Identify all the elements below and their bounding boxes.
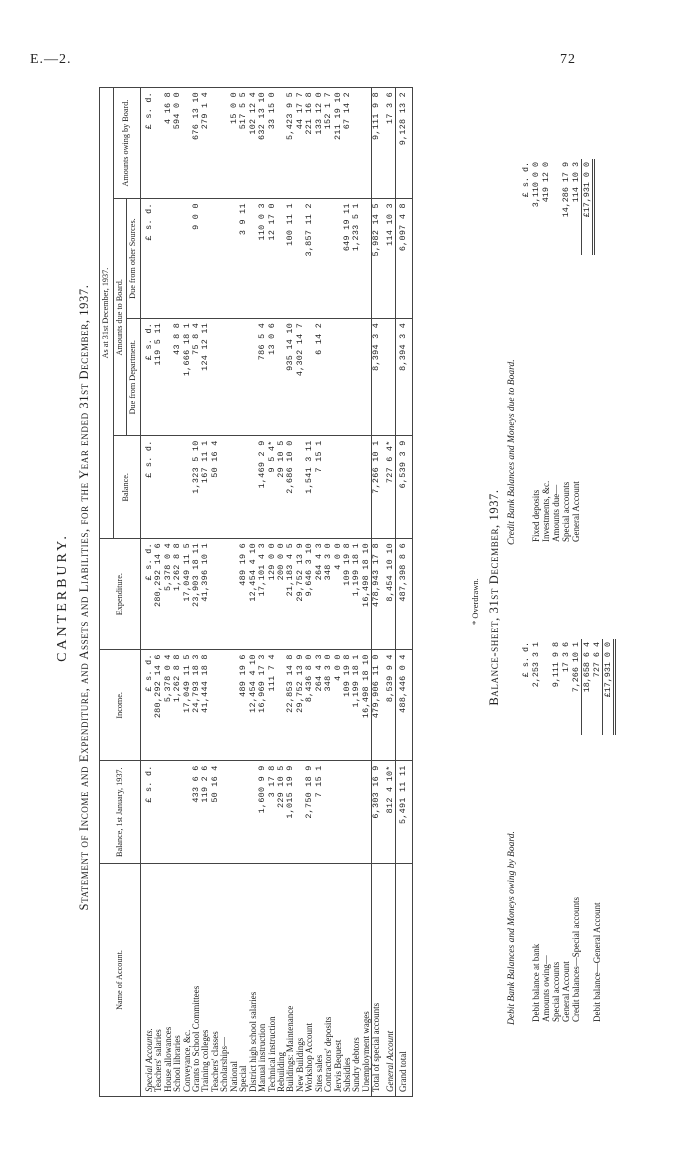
expenditure-cell: 489 19 6 [239, 539, 248, 650]
col-balance-start: Balance, 1st January, 1937. [100, 761, 141, 864]
credit-row [531, 159, 541, 545]
debit-heading: Debit Bank Balances and Moneys owing by Board. [507, 831, 517, 1025]
income-cell: 489 19 6 [239, 650, 248, 761]
expenditure-cell: 12,454 4 10 [249, 539, 258, 650]
col-due-other: Due from other Sources. [127, 199, 141, 319]
balance-sheet-title: Balance-sheet, 31st December, 1937. [487, 489, 501, 706]
account-name-cell: Teachers' classes [211, 864, 220, 1097]
income-cell: 16,498 18 10 [362, 650, 372, 761]
owing-by-board-cell: 279 1 4 [201, 88, 210, 199]
due-other-cell: 3 9 11 [239, 199, 248, 319]
owing-by-board-cell: 152 1 7 [324, 88, 333, 199]
bs-label: Fixed deposits [531, 489, 541, 542]
bs-amount: £17,931 0 0 [603, 639, 615, 735]
balance-end-cell [154, 436, 163, 539]
account-name-cell: Scholarships— [220, 864, 229, 1097]
account-name-cell: Rebuilding [277, 864, 286, 1097]
credit-total-row [582, 159, 594, 545]
bs-label: General Account [561, 961, 571, 1022]
due-department-cell: 4,302 14 7 [296, 318, 305, 436]
grand-total-row [396, 88, 412, 1097]
table-body [140, 88, 412, 1097]
balance-start-cell [154, 761, 163, 864]
due-department-cell: 119 5 11 [154, 318, 163, 436]
expenditure-cell: 16,498 18 10 [362, 539, 372, 650]
income-cell: 111 7 4 [268, 650, 277, 761]
col-income: Income. [100, 650, 141, 761]
debit-row [571, 639, 582, 1025]
bs-label: Amounts due— [551, 484, 561, 542]
balance-start-cell [334, 761, 343, 864]
due-department-cell: 75 8 4 [192, 318, 201, 436]
due-department-cell: 124 12 11 [201, 318, 210, 436]
balance-start-cell: 5,491 11 11 [396, 761, 412, 864]
due-department-cell [343, 318, 352, 436]
income-cell: 8,436 8 0 [305, 650, 314, 761]
due-other-cell: 6,097 4 8 [396, 199, 412, 319]
lsd-label: £ s. d. [140, 318, 154, 436]
lsd-label: £ s. d. [521, 642, 531, 678]
balance-start-cell: 3 17 8 [268, 761, 277, 864]
owing-by-board-cell: 9,111 9 8 [372, 88, 382, 199]
table-row [324, 88, 333, 1097]
income-cell: 22,853 14 8 [286, 650, 295, 761]
account-name-cell: Special [239, 864, 248, 1097]
due-department-cell: 6 14 2 [315, 318, 324, 436]
owing-by-board-cell: 133 12 0 [315, 88, 324, 199]
lsd-label: £ s. d. [140, 88, 154, 199]
account-name-cell: Workshop Account [305, 864, 314, 1097]
balance-end-cell: 9 5 4* [268, 436, 277, 539]
balance-start-cell [343, 761, 352, 864]
owing-by-board-cell: 5,423 9 5 [286, 88, 295, 199]
expenditure-cell: 41,396 10 1 [201, 539, 210, 650]
balance-end-cell: 1,541 3 11 [305, 436, 314, 539]
balance-start-cell [173, 761, 182, 864]
income-cell: 264 4 3 [315, 650, 324, 761]
debit-row [541, 639, 551, 1025]
balance-end-cell: 1,323 5 10 [192, 436, 201, 539]
due-department-cell [239, 318, 248, 436]
account-name-cell: Sundry debtors [352, 864, 361, 1097]
due-other-cell [201, 199, 210, 319]
owing-by-board-cell: 4 16 8 [164, 88, 173, 199]
col-owing-by-board: Amounts owing by Board. [113, 88, 140, 199]
table-row [220, 88, 229, 1097]
table-row [315, 88, 324, 1097]
balance-end-cell: 7 15 1 [315, 436, 324, 539]
lsd-label: £ s. d. [140, 436, 154, 539]
balance-start-cell: 812 4 10* [382, 761, 396, 864]
due-department-cell [352, 318, 361, 436]
account-name-cell: Jervis Bequest [334, 864, 343, 1097]
due-other-cell: 110 0 3 [258, 199, 267, 319]
due-department-cell: 786 5 4 [258, 318, 267, 436]
lsd-label: £ s. d. [140, 539, 154, 650]
income-cell: 109 19 8 [343, 650, 352, 761]
owing-by-board-cell: 33 15 0 [268, 88, 277, 199]
balance-start-cell: 433 6 6 [192, 761, 201, 864]
due-department-cell: 8,394 3 4 [396, 318, 412, 436]
table-row [268, 88, 277, 1097]
balance-end-cell [164, 436, 173, 539]
balance-start-cell [220, 761, 229, 864]
table-row [230, 88, 239, 1097]
bs-label [603, 735, 615, 1025]
balance-end-cell: 7,266 10 1 [372, 436, 382, 539]
table-row [164, 88, 173, 1097]
due-other-cell: 12 17 0 [268, 199, 277, 319]
balance-start-cell: 229 10 5 [277, 761, 286, 864]
debit-row [561, 639, 571, 1025]
balance-start-cell [230, 761, 239, 864]
rotated-page-content [55, 70, 645, 1125]
account-name-cell: Total of special accounts [372, 864, 382, 1097]
due-department-cell: 13 0 6 [268, 318, 277, 436]
expenditure-cell: 200 0 0 [277, 539, 286, 650]
table-row [154, 88, 163, 1097]
due-department-cell: 1,666 18 1 [183, 318, 192, 436]
expenditure-cell: 17,101 4 3 [258, 539, 267, 650]
due-other-cell [315, 199, 324, 319]
account-name-cell: New Buildings [296, 864, 305, 1097]
expenditure-cell: 8,454 10 10 [382, 539, 396, 650]
income-cell: 24,793 18 3 [192, 650, 201, 761]
bs-label: Debit balance—General Account [592, 902, 602, 1022]
expenditure-cell: 280,292 14 6 [154, 539, 163, 650]
due-department-cell: 43 8 8 [173, 318, 182, 436]
debit-general-row [592, 639, 603, 1025]
bs-amount: 114 10 3 [571, 162, 581, 203]
bs-label [582, 255, 594, 545]
page-header-section: E.—2. [30, 52, 72, 67]
due-other-cell: 5,982 14 5 [372, 199, 382, 319]
table-row [211, 88, 220, 1097]
due-other-cell: 3,857 11 2 [305, 199, 314, 319]
balance-start-cell: 6,303 16 9 [372, 761, 382, 864]
income-cell: 280,292 14 6 [154, 650, 163, 761]
account-name-cell: Contractors' deposits [324, 864, 333, 1097]
balance-end-cell: 29 10 5 [277, 436, 286, 539]
footnote: * Overdrawn. [470, 578, 480, 625]
account-name-cell: General Account [382, 864, 396, 1097]
bs-amount: 9,111 9 8 [551, 642, 561, 688]
bs-label: Special accounts [551, 961, 561, 1022]
balance-start-cell [362, 761, 372, 864]
income-cell: 29,752 13 9 [296, 650, 305, 761]
account-name-cell: Buildings: Maintenance [286, 864, 295, 1097]
debit-subtotal-row [582, 639, 593, 1025]
due-other-cell [220, 199, 229, 319]
account-name-cell: Conveyance, &c. [183, 864, 192, 1097]
balance-start-cell [324, 761, 333, 864]
bs-label: Special accounts [561, 481, 571, 542]
bs-amount: 419 12 0 [541, 162, 551, 203]
credit-row [571, 159, 581, 545]
balance-end-cell [239, 436, 248, 539]
expenditure-cell: 29,752 13 9 [296, 539, 305, 650]
income-cell: 12,454 4 10 [249, 650, 258, 761]
expenditure-cell: 5,378 0 4 [164, 539, 173, 650]
income-cell: 348 3 0 [324, 650, 333, 761]
debit-total-row [603, 639, 615, 1025]
total-special-row [372, 88, 382, 1097]
expenditure-cell: 129 0 0 [268, 539, 277, 650]
col-name-of-account: Name of Account. [100, 864, 141, 1097]
section-label: Special Accounts. [140, 864, 154, 1097]
due-other-cell: 100 11 1 [286, 199, 295, 319]
balance-end-cell: 6,539 3 9 [396, 436, 412, 539]
owing-by-board-cell: 632 13 10 [258, 88, 267, 199]
lsd-label: £ s. d. [140, 650, 154, 761]
expenditure-cell [220, 539, 229, 650]
account-name-cell: House allowances [164, 864, 173, 1097]
balance-start-cell: 1,015 19 9 [286, 761, 295, 864]
account-name-cell: Unemployment wages [362, 864, 372, 1097]
balance-end-cell: 50 16 4 [211, 436, 220, 539]
expenditure-cell: 1,262 8 8 [173, 539, 182, 650]
balance-end-cell: 1,469 2 9 [258, 436, 267, 539]
account-name-cell: School libraries [173, 864, 182, 1097]
currency-row [140, 88, 154, 1097]
balance-end-cell [173, 436, 182, 539]
table-row [201, 88, 210, 1097]
owing-by-board-cell: 517 5 5 [239, 88, 248, 199]
income-cell: 488,446 0 4 [396, 650, 412, 761]
bs-label [582, 735, 593, 1025]
account-name-cell: Grants to School Committees [192, 864, 201, 1097]
credit-row [561, 159, 571, 545]
owing-by-board-cell: 67 14 2 [343, 88, 352, 199]
debit-row [531, 639, 541, 1025]
balance-end-cell: 167 11 1 [201, 436, 210, 539]
col-expenditure: Expenditure. [100, 539, 141, 650]
income-cell [220, 650, 229, 761]
bs-label: Amounts owing— [541, 955, 551, 1022]
balance-start-cell [239, 761, 248, 864]
owing-by-board-cell: 44 17 7 [296, 88, 305, 199]
balance-start-cell: 1,600 9 9 [258, 761, 267, 864]
bs-amount: 17 3 6 [561, 642, 571, 673]
due-department-cell [211, 318, 220, 436]
bs-amount: 2,253 3 1 [531, 642, 541, 688]
table-row [305, 88, 314, 1097]
due-department-cell [382, 318, 396, 436]
bs-amount: 18,658 6 4 [582, 639, 593, 735]
due-other-cell [173, 199, 182, 319]
due-other-cell: 9 0 0 [192, 199, 201, 319]
income-cell: 479,906 11 0 [372, 650, 382, 761]
owing-by-board-cell [352, 88, 361, 199]
balance-end-cell [352, 436, 361, 539]
bs-amount: 3,110 0 0 [531, 162, 541, 208]
col-as-at: As at 31st December, 1937. [100, 88, 114, 539]
due-other-cell [164, 199, 173, 319]
col-balance-end: Balance. [113, 436, 140, 539]
credit-table [521, 159, 595, 545]
table-row [362, 88, 372, 1097]
due-other-cell [324, 199, 333, 319]
page-number: 72 [560, 52, 576, 67]
balance-end-cell [362, 436, 372, 539]
income-expenditure-table [99, 87, 413, 1097]
balance-end-cell: 2,686 10 0 [286, 436, 295, 539]
account-name-cell: Technical instruction [268, 864, 277, 1097]
income-cell: 1,199 18 1 [352, 650, 361, 761]
lsd-label: £ s. d. [140, 761, 154, 864]
owing-by-board-cell: 211 19 10 [334, 88, 343, 199]
bs-amount [551, 159, 561, 255]
owing-by-board-cell: 102 12 4 [249, 88, 258, 199]
account-name-cell: Teachers' salaries [154, 864, 163, 1097]
bs-amount: 14,286 17 9 [561, 162, 571, 218]
income-cell: 16,969 17 3 [258, 650, 267, 761]
owing-by-board-cell: 9,128 13 2 [396, 88, 412, 199]
balance-end-cell [230, 436, 239, 539]
bs-amount [541, 639, 551, 735]
income-cell: 41,444 18 8 [201, 650, 210, 761]
balance-end-cell: 727 6 4* [382, 436, 396, 539]
account-name-cell: District high school salaries [249, 864, 258, 1097]
owing-by-board-cell: 221 16 8 [305, 88, 314, 199]
expenditure-cell: 478,943 17 8 [372, 539, 382, 650]
expenditure-cell: 487,398 8 6 [396, 539, 412, 650]
expenditure-cell: 4 0 0 [334, 539, 343, 650]
income-cell: 8,539 9 4 [382, 650, 396, 761]
debit-table [521, 639, 616, 1025]
income-cell [211, 650, 220, 761]
income-cell: 4 0 0 [334, 650, 343, 761]
due-department-cell [362, 318, 372, 436]
balance-start-cell: 119 2 6 [201, 761, 210, 864]
expenditure-cell: 21,183 4 5 [286, 539, 295, 650]
expenditure-cell: 23,903 18 11 [192, 539, 201, 650]
balance-end-cell [343, 436, 352, 539]
income-cell: 5,378 0 4 [164, 650, 173, 761]
debit-row [551, 639, 561, 1025]
account-name-cell: Subsidies [343, 864, 352, 1097]
account-name-cell: Manual instruction [258, 864, 267, 1097]
bs-label: Credit balances—Special accounts [571, 897, 581, 1022]
balance-start-cell [164, 761, 173, 864]
owing-by-board-cell: 15 0 0 [230, 88, 239, 199]
due-other-cell: 1,233 5 1 [352, 199, 361, 319]
account-name-cell: National [230, 864, 239, 1097]
due-department-cell: 8,394 3 4 [372, 318, 382, 436]
income-cell: 1,262 8 8 [173, 650, 182, 761]
expenditure-cell: 9,646 3 10 [305, 539, 314, 650]
due-department-cell: 935 14 10 [286, 318, 295, 436]
balance-start-cell: 2,750 18 9 [305, 761, 314, 864]
owing-by-board-cell: 17 3 6 [382, 88, 396, 199]
due-department-cell [324, 318, 333, 436]
balance-end-cell [334, 436, 343, 539]
expenditure-cell: 348 3 0 [324, 539, 333, 650]
page-title: CANTERBURY. [55, 533, 70, 662]
bs-amount: £17,931 0 0 [582, 159, 594, 255]
bs-amount: 727 6 4 [592, 642, 602, 678]
due-other-cell [211, 199, 220, 319]
credit-row [541, 159, 551, 545]
owing-by-board-cell [211, 88, 220, 199]
due-other-cell [362, 199, 372, 319]
due-department-cell [334, 318, 343, 436]
col-due-department: Due from Department. [127, 318, 141, 436]
balance-start-cell: 7 15 1 [315, 761, 324, 864]
bs-amount: 7,266 10 1 [571, 642, 581, 693]
balance-end-cell [324, 436, 333, 539]
expenditure-cell: 109 19 8 [343, 539, 352, 650]
lsd-label: £ s. d. [521, 162, 531, 198]
income-cell: 17,049 11 5 [183, 650, 192, 761]
bs-label: Investments, &c. [541, 480, 551, 542]
owing-by-board-cell [362, 88, 372, 199]
statement-title: Statement of Income and Expenditure, and Assets and Liabilities, for the Year ended 31st December, 1937. [77, 284, 91, 911]
credit-heading: Credit Bank Balances and Moneys due to Board. [507, 359, 517, 545]
balance-start-cell [352, 761, 361, 864]
balance-end-cell [220, 436, 229, 539]
owing-by-board-cell: 676 13 10 [192, 88, 201, 199]
account-name-cell: Grand total [396, 864, 412, 1097]
credit-row [551, 159, 561, 545]
due-other-cell: 114 10 3 [382, 199, 396, 319]
expenditure-cell: 1,199 18 1 [352, 539, 361, 650]
account-name-cell: Training colleges [201, 864, 210, 1097]
due-department-cell [220, 318, 229, 436]
col-amounts-due: Amounts due to Board. [113, 199, 127, 436]
due-other-cell: 649 19 11 [343, 199, 352, 319]
due-other-cell [154, 199, 163, 319]
balance-start-cell: 50 16 4 [211, 761, 220, 864]
bs-label: Debit balance at bank [531, 943, 541, 1022]
expenditure-cell: 264 4 3 [315, 539, 324, 650]
expenditure-cell [211, 539, 220, 650]
owing-by-board-cell: 594 0 0 [173, 88, 182, 199]
bs-label: General Account [571, 481, 581, 542]
due-department-cell [230, 318, 239, 436]
general-account-row [382, 88, 396, 1097]
account-name-cell: Sites sales [315, 864, 324, 1097]
lsd-label: £ s. d. [140, 199, 154, 319]
expenditure-cell: 17,049 11 5 [183, 539, 192, 650]
